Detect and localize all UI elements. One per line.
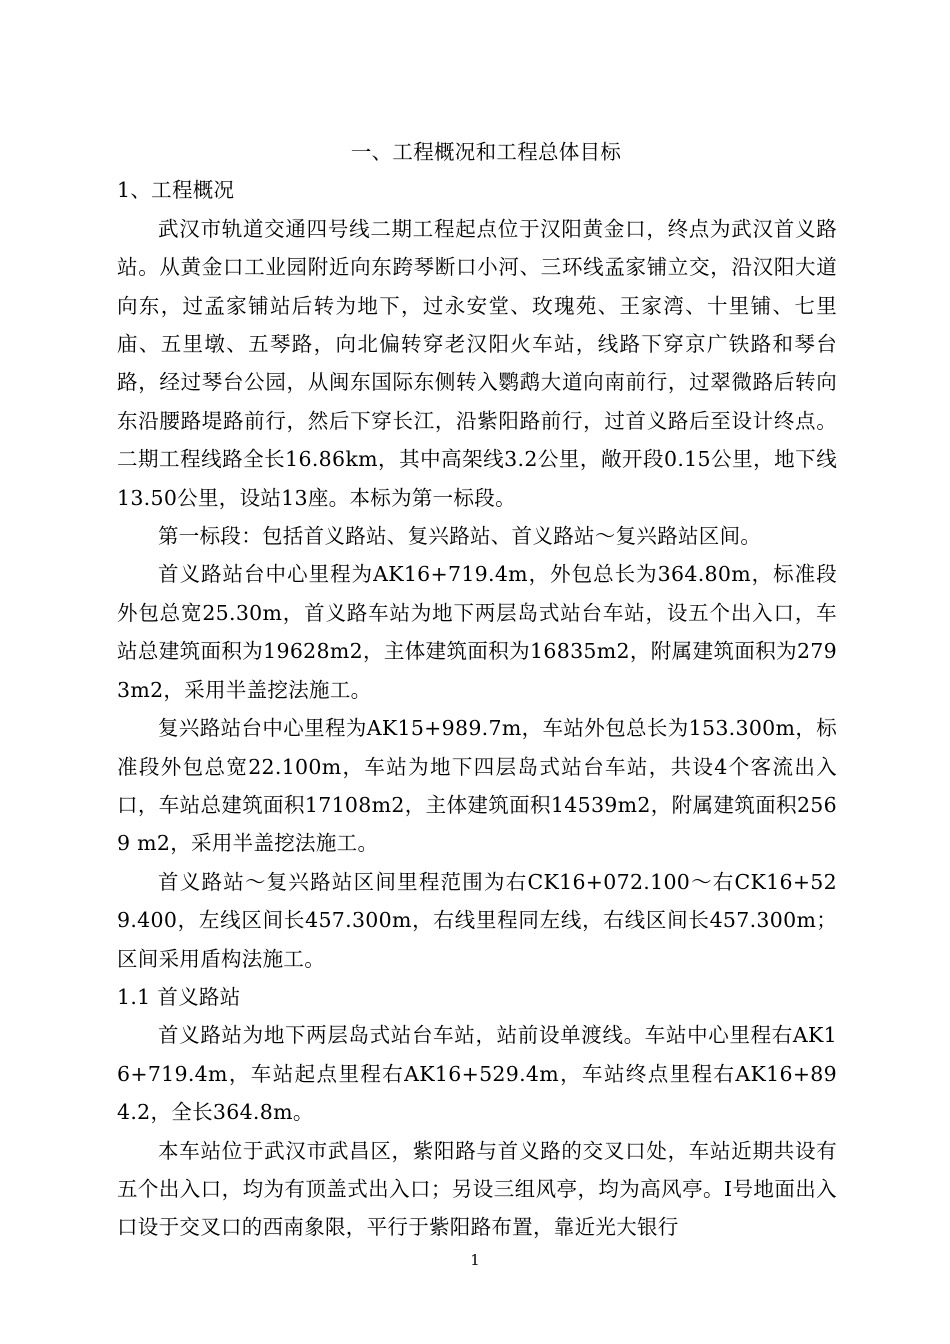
page-number: 1	[470, 1251, 480, 1269]
paragraph-section-scope: 第一标段：包括首义路站、复兴路站、首义路站～复兴路站区间。	[158, 524, 762, 549]
section-heading-1: 1、工程概况	[117, 178, 235, 203]
paragraph-overview: 武汉市轨道交通四号线二期工程起点位于汉阳黄金口，终点为武汉首义路站。从黄金口工业园附近向东跨琴断口小河、三环线孟家铺立交，沿汉阳大道向东，过孟家铺站后转为地下，过永安堂、玫瑰苑、王家湾、十里铺、七里庙、五里墩、五琴路，向北偏转穿老汉阳火车站，线路下穿京广铁路和琴台路，经过琴台公园，从闽东国际东侧转入鹦鹉大道向南前行，过翠微路后转向东沿腰路堤路前行，然后下穿长江，沿紫阳路前行，过首义路后至设计终点。二期工程线路全长16.86km，其中高架线3.2公里，敞开段0.15公里，地下线13.50公里，设站13座。本标为第一标段。	[117, 216, 837, 510]
document-sections	[117, 171, 837, 1246]
paragraph-fuxing-station: 复兴路站台中心里程为AK15+989.7m，车站外包总长为153.300m，标准段外包总宽22.100m，车站为地下四层岛式站台车站，共设4个客流出入口，车站总建筑面积17108m2，主体建筑面积14539m2，附属建筑面积2569 m2，采用半盖挖法施工。	[117, 716, 837, 856]
paragraph-station-mileage: 首义路站为地下两层岛式站台车站，站前设单渡线。车站中心里程右AK16+719.4m，车站起点里程右AK16+529.4m，车站终点里程右AK16+894.2，全长364.8m。	[117, 1023, 837, 1125]
paragraph-station-location: 本车站位于武汉市武昌区，紫阳路与首义路的交叉口处，车站近期共设有五个出入口，均为有顶盖式出入口；另设三组风亭，均为高风亭。Ⅰ号地面出入口设于交叉口的西南象限，平行于紫阳路布置，靠近光大银行	[117, 1138, 837, 1240]
section-heading-1-1: 1.1 首义路站	[117, 984, 241, 1009]
paragraph-shouyi-station: 首义路站台中心里程为AK16+719.4m，外包总长为364.80m，标准段外包总宽25.30m，首义路车站为地下两层岛式站台车站，设五个出入口，车站总建筑面积为19628m2，主体建筑面积为16835m2，附属建筑面积为2793m2，采用半盖挖法施工。	[117, 562, 837, 702]
document-title: 一、工程概况和工程总体目标	[350, 140, 622, 164]
paragraph-interval: 首义路站～复兴路站区间里程范围为右CK16+072.100～右CK16+529.400，左线区间长457.300m，右线里程同左线，右线区间长457.300m；区间采用盾构法施工。	[117, 869, 837, 971]
document-body	[117, 133, 837, 1247]
